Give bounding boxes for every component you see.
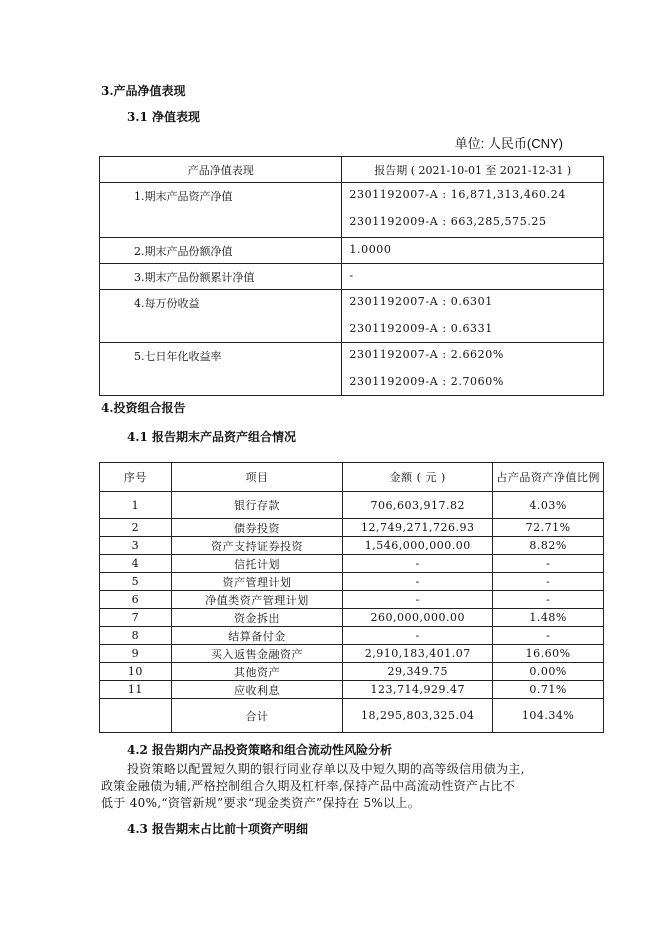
table-row (100, 663, 604, 681)
cell: 资产管理计划 (171, 573, 342, 591)
strategy-line-2: 政策金融债为辅,严格控制组合久期及杠杆率,保持产品中高流动性资产占比不 (101, 779, 516, 793)
cell: 6 (100, 591, 172, 609)
section-3-title: 3.产品净值表现 (101, 84, 186, 98)
cell: - (493, 627, 604, 645)
cell: 2 (100, 519, 172, 537)
row-value (342, 343, 604, 396)
cell: 11 (100, 681, 172, 699)
cell: 其他资产 (171, 663, 342, 681)
table-row (100, 609, 604, 627)
header-cell: 金额 ( 元 ) (343, 463, 493, 492)
row-label: 3.期末产品份额累计净值 (100, 264, 342, 290)
cell: 12,749,271,726.93 (343, 519, 493, 537)
table-row (100, 519, 604, 537)
cell: 1,546,000,000.00 (343, 537, 493, 555)
value-line: 2301192009-A : 0.6331 (349, 322, 493, 335)
value-line: 1.0000 (349, 243, 392, 256)
table-row (100, 555, 604, 573)
header-cell: 序号 (100, 463, 172, 492)
table-row (100, 290, 604, 343)
row-label: 2.期末产品份额净值 (100, 238, 342, 264)
cell: 5 (100, 573, 172, 591)
row-value (342, 238, 604, 264)
row-label: 5.七日年化收益率 (100, 343, 342, 396)
cell: 706,603,917.82 (343, 492, 493, 519)
cell: 信托计划 (171, 555, 342, 573)
cell: - (493, 591, 604, 609)
table-row (100, 645, 604, 663)
cell: 3 (100, 537, 172, 555)
cell: 净值类资产管理计划 (171, 591, 342, 609)
value-line: - (349, 269, 354, 282)
cell: - (343, 555, 493, 573)
value-line: 2301192007-A : 0.6301 (349, 295, 493, 308)
cell: 104.34% (493, 699, 604, 733)
value-line: 2301192007-A : 2.6620% (349, 348, 504, 361)
cell: 结算备付金 (171, 627, 342, 645)
cell: 72.71% (493, 519, 604, 537)
cell: 4 (100, 555, 172, 573)
cell: 应收利息 (171, 681, 342, 699)
table-row (100, 238, 604, 264)
section-4-1-title: 4.1 报告期末产品资产组合情况 (127, 430, 297, 444)
cell: 买入返售金融资产 (171, 645, 342, 663)
table-row (100, 537, 604, 555)
table-row (100, 343, 604, 396)
cell (100, 699, 172, 733)
row-label: 4.每万份收益 (100, 290, 342, 343)
table-row (100, 492, 604, 519)
cell: 0.71% (493, 681, 604, 699)
section-4-3-title: 4.3 报告期末占比前十项资产明细 (127, 822, 309, 836)
cell: 123,714,929.47 (343, 681, 493, 699)
cell: 16.60% (493, 645, 604, 663)
table-header-row (100, 157, 604, 183)
asset-allocation-table (99, 462, 604, 733)
table-row (100, 681, 604, 699)
cell: 260,000,000.00 (343, 609, 493, 627)
nav-performance-table (99, 156, 604, 396)
table-row (100, 591, 604, 609)
cell: 4.03% (493, 492, 604, 519)
cell: 8 (100, 627, 172, 645)
table-row (100, 264, 604, 290)
cell: 29,349.75 (343, 663, 493, 681)
value-line: 2301192009-A : 2.7060% (349, 375, 504, 388)
header-cell: 报告期 ( 2021-10-01 至 2021-12-31 ) (342, 157, 604, 183)
row-label: 1.期末产品资产净值 (100, 183, 342, 238)
table-row (100, 573, 604, 591)
header-cell: 占产品资产净值比例 (493, 463, 604, 492)
cell: 10 (100, 663, 172, 681)
table-total-row (100, 699, 604, 733)
strategy-line-1: 投资策略以配置短久期的银行同业存单以及中短久期的高等级信用债为主, (127, 762, 525, 776)
cell: 1 (100, 492, 172, 519)
cell: 合计 (171, 699, 342, 733)
section-4-title: 4.投资组合报告 (101, 401, 186, 415)
row-value (342, 290, 604, 343)
cell: 2,910,183,401.07 (343, 645, 493, 663)
cell: 0.00% (493, 663, 604, 681)
unit-label: 单位: 人民币(CNY) (454, 136, 563, 151)
cell: - (493, 555, 604, 573)
cell: 资金拆出 (171, 609, 342, 627)
header-cell: 项目 (171, 463, 342, 492)
cell: 8.82% (493, 537, 604, 555)
header-cell: 产品净值表现 (100, 157, 342, 183)
cell: - (343, 591, 493, 609)
strategy-line-3: 低于 40%,“资管新规”要求“现金类资产”保持在 5%以上。 (101, 796, 420, 810)
table-row (100, 183, 604, 238)
row-value (342, 264, 604, 290)
cell: 银行存款 (171, 492, 342, 519)
value-line: 2301192009-A : 663,285,575.25 (349, 215, 547, 228)
cell: - (343, 573, 493, 591)
cell: 9 (100, 645, 172, 663)
table-row (100, 627, 604, 645)
cell: 18,295,803,325.04 (343, 699, 493, 733)
value-line: 2301192007-A : 16,871,313,460.24 (349, 188, 566, 201)
cell: 1.48% (493, 609, 604, 627)
cell: - (343, 627, 493, 645)
section-3-1-title: 3.1 净值表现 (127, 110, 201, 124)
section-4-2-title: 4.2 报告期内产品投资策略和组合流动性风险分析 (127, 743, 393, 757)
cell: 7 (100, 609, 172, 627)
table-header-row (100, 463, 604, 492)
row-value (342, 183, 604, 238)
cell: 资产支持证券投资 (171, 537, 342, 555)
cell: - (493, 573, 604, 591)
cell: 债券投资 (171, 519, 342, 537)
